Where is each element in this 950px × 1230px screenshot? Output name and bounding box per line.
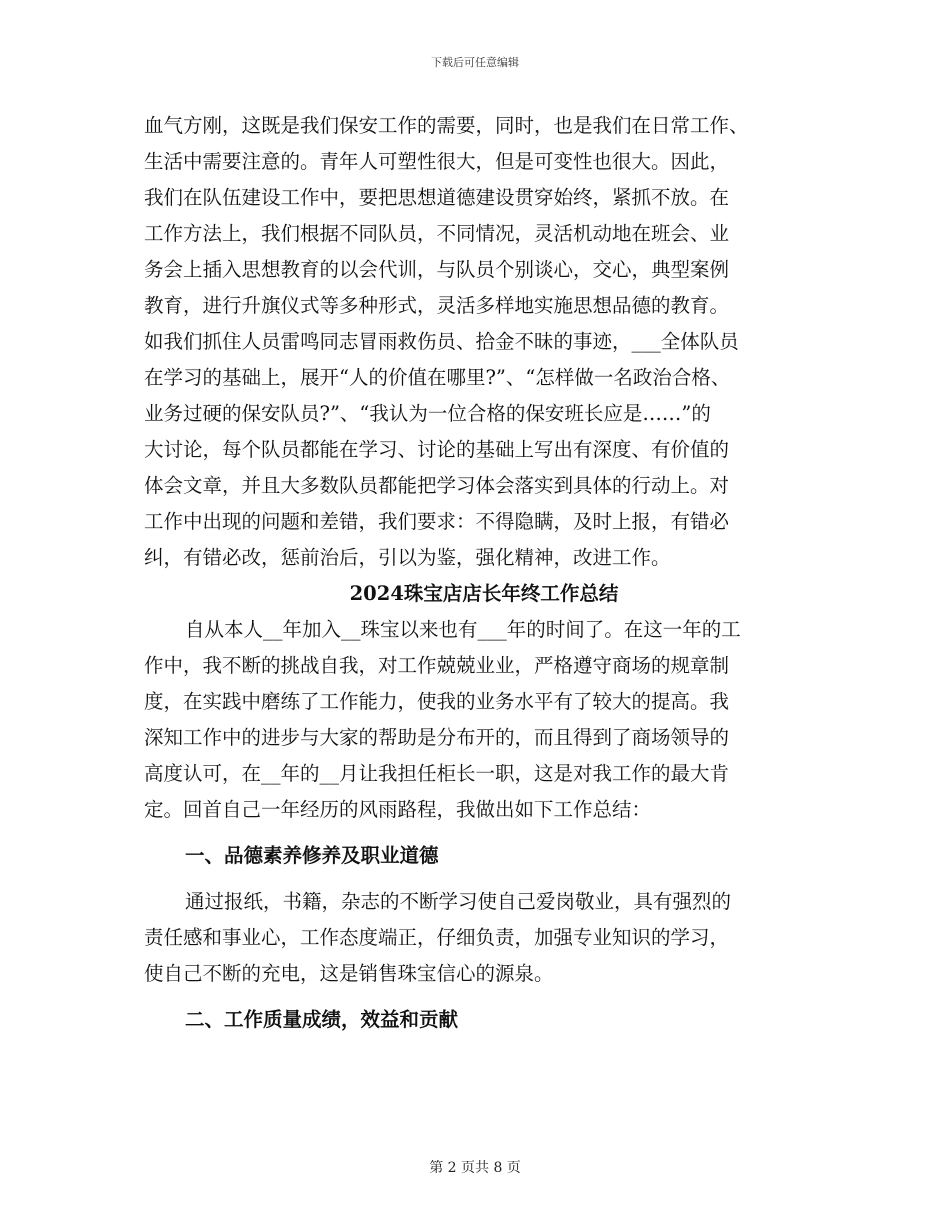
text-line: 教育，进行升旗仪式等多种形式，灵活多样地实施思想品德的教育。 (144, 294, 730, 317)
paragraph-1 (144, 108, 824, 576)
text-line: 大讨论，每个队员都能在学习、讨论的基础上写出有深度、有价值的 (144, 438, 730, 461)
text-line: 纠，有错必改，惩前治后，引以为鉴，强化精神，改进工作。 (144, 546, 671, 569)
section-heading-1: 一、品德素养修养及职业道德 (185, 844, 439, 867)
text-line: 如我们抓住人员雷鸣同志冒雨救伤员、拾金不昧的事迹，___全体队员 (144, 330, 739, 353)
paragraph-2 (144, 612, 824, 828)
section-heading-2: 二、工作质量成绩，效益和贡献 (185, 1008, 459, 1031)
text-line: 工作中出现的问题和差错，我们要求：不得隐瞒，及时上报，有错必 (144, 510, 730, 533)
text-line: 体会文章，并且大多数队员都能把学习体会落实到具体的行动上。对 (144, 474, 730, 497)
text-line: 血气方刚，这既是我们保安工作的需要，同时，也是我们在日常工作、 (144, 114, 749, 137)
text-line: 定。回首自己一年经历的风雨路程，我做出如下工作总结： (144, 798, 652, 821)
document-title: 2024珠宝店店长年终工作总结 (349, 582, 619, 605)
document-body (144, 108, 824, 1038)
text-line: 业务过硬的保安队员?”、“我认为一位合格的保安班长应是……”的 (144, 402, 711, 425)
text-line: 工作方法上，我们根据不同队员，不同情况，灵活机动地在班会、业 (144, 222, 730, 245)
text-line: 作中，我不断的挑战自我，对工作兢兢业业，严格遵守商场的规章制 (144, 654, 730, 677)
text-line: 通过报纸，书籍，杂志的不断学习使自己爱岗敬业，具有强烈的 (185, 890, 732, 913)
text-line: 责任感和事业心，工作态度端正，仔细负责，加强专业知识的学习， (144, 926, 730, 949)
text-line: 深知工作中的进步与大家的帮助是分布开的，而且得到了商场领导的 (144, 726, 730, 749)
text-line: 生活中需要注意的。青年人可塑性很大，但是可变性也很大。因此， (144, 150, 730, 173)
paragraph-3 (144, 884, 824, 992)
text-line: 自从本人__年加入__珠宝以来也有___年的时间了。在这一年的工 (185, 618, 741, 641)
page-header: 下载后可任意编辑 (431, 56, 519, 69)
text-line: 高度认可，在__年的__月让我担任柜长一职，这是对我工作的最大肯 (144, 762, 730, 785)
text-line: 使自己不断的充电，这是销售珠宝信心的源泉。 (144, 962, 554, 985)
text-line: 度，在实践中磨练了工作能力，使我的业务水平有了较大的提高。我 (144, 690, 730, 713)
text-line: 务会上插入思想教育的以会代训，与队员个别谈心，交心，典型案例 (144, 258, 730, 281)
text-line: 在学习的基础上，展开“人的价值在哪里?”、“怎样做一名政治合格、 (144, 366, 731, 389)
text-line: 我们在队伍建设工作中，要把思想道德建设贯穿始终，紧抓不放。在 (144, 186, 730, 209)
page-footer: 第 2 页共 8 页 (429, 1160, 521, 1176)
